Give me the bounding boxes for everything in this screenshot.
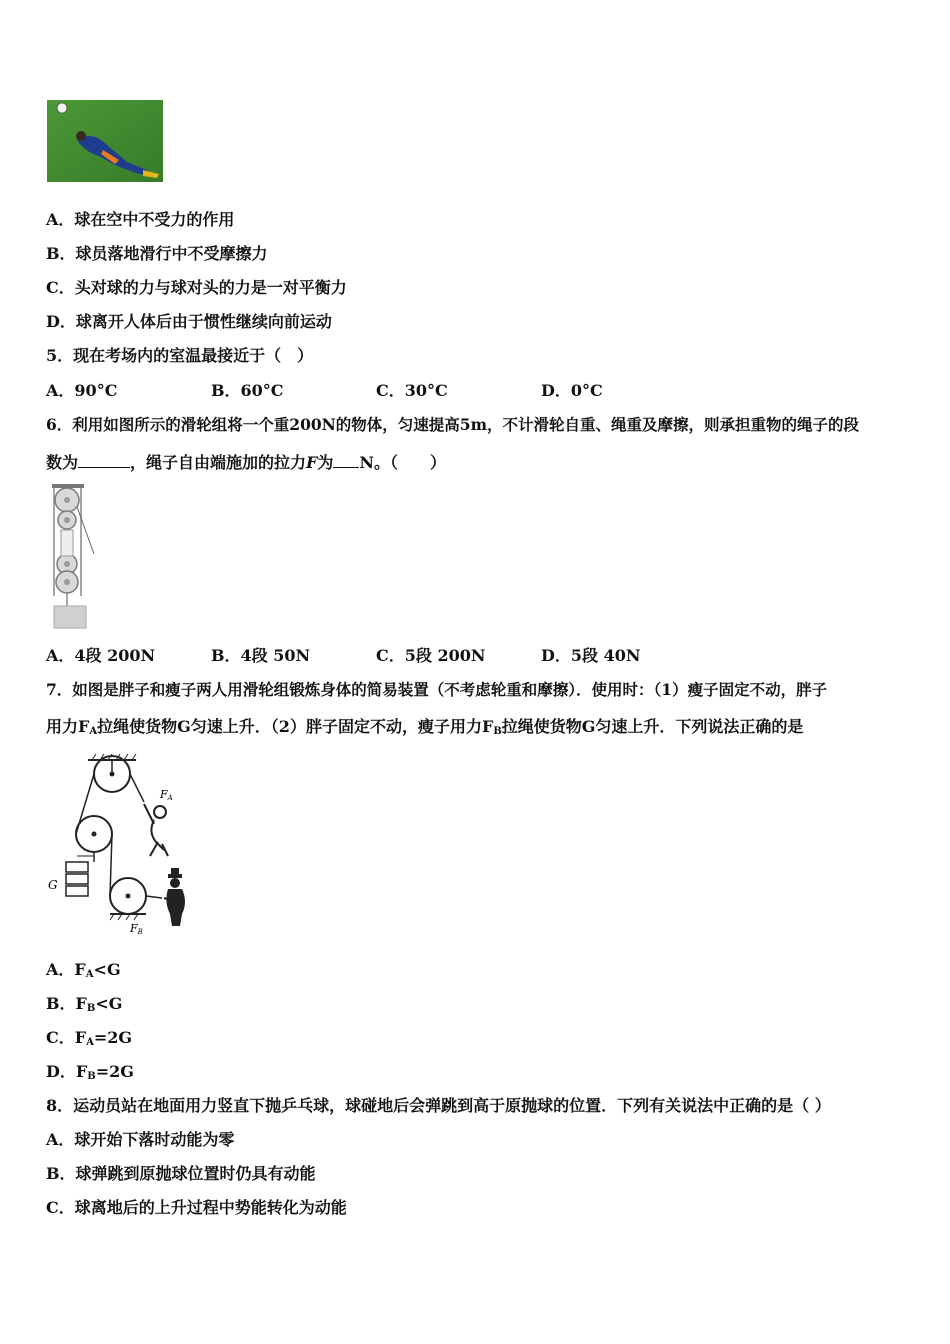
q7-option-b: B．$F_B<G$	[46, 994, 123, 1014]
q7-stem-line1: 7．如图是胖子和瘦子两人用滑轮组锻炼身体的简易装置（不考虑轮重和摩擦）．使用时：（1）瘦子固定不动，胖子	[46, 680, 828, 699]
q7-option-c: C．$F_A=2G$	[46, 1028, 133, 1048]
q8-option-b: B．球弹跳到原抛球位置时仍具有动能	[46, 1164, 316, 1183]
label-fa: FA	[160, 788, 173, 802]
q6-stem-line2: 数为 ，绳子自由端施加的拉力F为 N。（ ）	[46, 453, 447, 472]
q5-option-b: B．60°C	[211, 381, 284, 400]
q8-option-a: A．球开始下落时动能为零	[46, 1130, 235, 1149]
pulley-block-figure	[44, 484, 98, 630]
q8-stem: 8．运动员站在地面用力竖直下抛乒乓球，球碰地后会弹跳到高于原抛球的位置．下列有关说法中正确的是（ ）	[46, 1096, 831, 1115]
q4-option-a: A．球在空中不受力的作用	[46, 210, 235, 229]
soccer-header-photo	[47, 100, 163, 182]
q4-option-b: B．球员落地滑行中不受摩擦力	[46, 244, 268, 263]
q8-option-c: C．球离地后的上升过程中势能转化为动能	[46, 1198, 347, 1217]
q7-option-d: D．$F_B=2G$	[46, 1062, 134, 1082]
label-fb: FB	[130, 922, 143, 936]
q6-option-c: C．5段 200N	[376, 646, 486, 665]
q7-stem-line2: 用力$F_A$拉绳使货物G匀速上升．（2）胖子固定不动，瘦子用力$F_B$拉绳使货物G匀速上升．下列说法正确的是	[46, 717, 804, 737]
q4-option-d: D．球离开人体后由于惯性继续向前运动	[46, 312, 332, 331]
q6-option-d: D．5段 40N	[541, 646, 641, 665]
q7-option-a: A．$F_A<G$	[46, 960, 121, 980]
q5-option-d: D．0°C	[541, 381, 603, 400]
pulley-exercise-figure	[44, 752, 194, 942]
q5-option-a: A．90°C	[46, 381, 118, 400]
q6-option-b: B．4段 50N	[211, 646, 311, 665]
q6-stem-line1: 6．利用如图所示的滑轮组将一个重200N的物体，匀速提高5m，不计滑轮自重、绳重及摩擦，则承担重物的绳子的段	[46, 415, 859, 434]
q6-option-a: A．4段 200N	[46, 646, 156, 665]
q5-stem: 5．现在考场内的室温最接近于（ ）	[46, 346, 314, 365]
q5-option-c: C．30°C	[376, 381, 448, 400]
q4-option-c: C．头对球的力与球对头的力是一对平衡力	[46, 278, 347, 297]
label-g: G	[48, 878, 58, 892]
